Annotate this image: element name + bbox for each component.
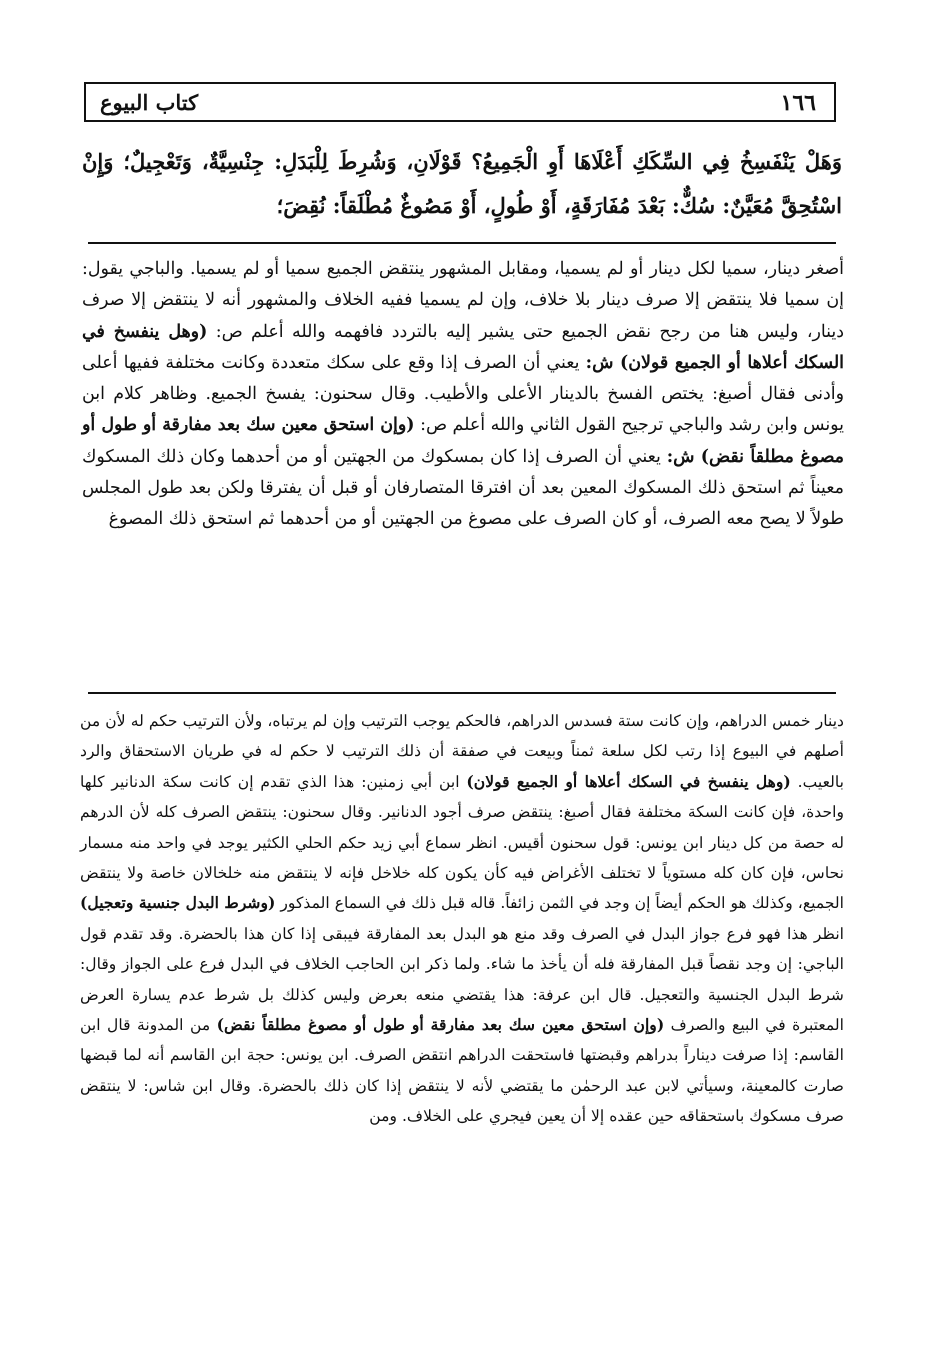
page-header [84, 82, 836, 122]
footnote-paragraph [80, 706, 844, 1132]
page-number: ١٦٦ [780, 90, 816, 116]
footnote-text: دينار خمس الدراهم، وإن كانت ستة فسدس الدراهم، فالحكم يوجب الترتيب وإن لم يرتباه، ولأن الترتيب حكم له لأن من أصلهم في البيوع إذا رتب لكل سلعة ثمناً وبيعت في صفقة أن ذلك الترتيب لا حكم له في طريان الاستحقاق والرد بالعيب. [80, 712, 844, 791]
footnote-text: من المدونة قال ابن القاسم: إذا صرفت ديناراً بدراهم وقبضتها فاستحقت الدراهم انتقض الصرف. ابن يونس: حجة ابن القاسم أنه لما قبضها صارت كالمعينة، وسيأتي لابن عبد الرحمٰن ما يقتضي لأنه لا ينتقض إذا كان ذلك بالحضرة. وقال ابن شاس: لا ينتقض صرف مسكوك باستحقاقه حين عقده إلا أن يعين فيجري على الخلاف. ومن [80, 1016, 844, 1126]
divider-line [88, 692, 836, 694]
commentary-block [82, 254, 844, 536]
matn-text-block [82, 140, 842, 228]
footnote-text: ابن أبي زمنين: هذا الذي تقدم إن كانت سكة الدنانير كلها واحدة، فإن كانت السكة مختلفة فقال أصبغ: ينتقض صرف أجود الدنانير. وقال سحنون: ينتقض الصرف كله لأن الدرهم له حصة من كل دينار ابن يونس: قول سحنون أقيس. انظر سماع أبي زيد حكم الحلي الكثير يوجد في واحد منه مسمار نحاس، فإن كان كله مستوياً لا تختلف الأغراض فيه كأن يكون كله خلاخل فإنه لا ينتقض منه خلخالان خاصة ولا ينتقض الجميع، وكذلك هو الحكم أيضاً إن وجد في الثمن زائفاً. قاله قبل ذلك في السماع المذكور [80, 772, 844, 913]
footnote-quote: (وهل ينفسخ في السكك أعلاها أو الجميع قولان) [466, 771, 791, 791]
commentary-quote: (وإن استحق معين سك بعد مفارقة أو طول أو مصوغ مطلقاً نقض) ش: [82, 415, 844, 467]
commentary-quote: (وهل ينفسخ في السكك أعلاها أو الجميع قولان) ش: [82, 321, 844, 373]
divider-line [88, 242, 836, 244]
commentary-text: أصغر دينار، سميا لكل دينار أو لم يسميا، ومقابل المشهور ينتقض الجميع سميا أو لم يسميا. والباجي يقول: إن سميا فلا ينتقض إلا صرف دينار بلا خلاف، وإن لم يسميا ففيه الخلاف والمشهور أنه لا ينتقض إلا صرف دينار، وليس هنا من رجح نقض الجميع حتى يشير إليه بالتردد فافهمه والله أعلم ص: [82, 259, 844, 342]
book-title: كتاب البيوع [100, 90, 199, 115]
matn-paragraph: وَهَلْ يَنْفَسِخُ فِي السِّكَكِ أَعْلَاهَا أَوِ الْجَمِيعُ؟ قَوْلَانِ، وَشُرِطَ لِلْبَدَلِ: جِنْسِيَّةٌ، وَتَعْجِيلٌ؛ وَإِنْ اسْتُحِقَّ مُعَيَّنٌ: سُكٌّ: بَعْدَ مُفَارَقَةٍ، أَوْ طُولٍ، أَوْ مَصُوغٌ مُطْلَقاً: نُقِضَ؛ [82, 149, 842, 218]
footnote-block [80, 706, 844, 1132]
footnote-text: انظر هذا فهو فرع جواز البدل في الصرف وقد منع هو البدل بعد المفارقة فيبقى إذا كان هذا بالحضرة. وقد تقدم قول الباجي: إن وجد نقصاً قبل المفارقة فله أن يأخذ ما شاء. ولما ذكر ابن الحاجب الخلاف في البدل فرع على الجواز وقال: شرط البدل الجنسية والتعجيل. قال ابن عرفة: هذا يقتضي منعه بعرض وليس كذلك بل شرط عدم يسارة العرض المعتبرة في البيع والصرف [80, 924, 844, 1035]
footnote-quote: (وإن استحق معين سك بعد مفارقة أو طول أو مصوغ مطلقاً نقض) [216, 1015, 665, 1035]
footnote-quote: (وشرط البدل جنسية وتعجيل) [80, 893, 276, 913]
commentary-text: يعني أن الصرف إذا كان بمسكوك من الجهتين أو من أحدهما وكان ذلك المسكوك معيناً ثم استحق ذلك المسكوك المعين بعد أن افترقا المتصارفان أو قبل أن يفترقا ولكن بعد طول المجلس طولاً لا يصح معه الصرف، أو كان الصرف على مصوغ من الجهتين أو من أحدهما ثم استحق ذلك المصوغ [82, 446, 844, 530]
commentary-paragraph [82, 254, 844, 536]
commentary-text: يعني أن الصرف إذا وقع على سكك متعددة وكانت مختلفة ففيها أعلى وأدنى فقال أصبغ: يختص الفسخ بالدينار الأعلى والأطيب. وقال سحنون: يفسخ الجميع. وظاهر كلام ابن يونس وابن رشد والباجي ترجيح القول الثاني والله أعلم ص: [82, 352, 844, 436]
